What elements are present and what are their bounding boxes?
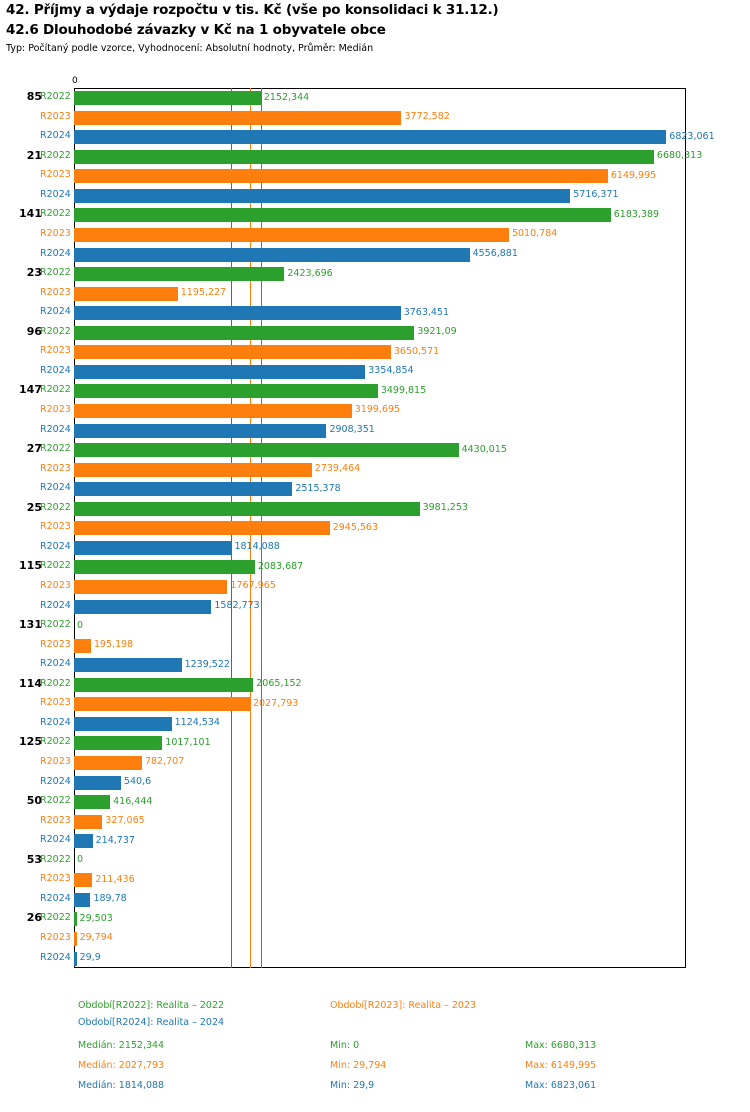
stat-min-2: Min: 29,794 [330,1060,387,1071]
stat-min-3: Min: 29,9 [330,1080,375,1091]
group-label: 21 [26,148,42,162]
bar-row[interactable] [40,792,686,812]
bar[interactable] [74,717,172,731]
bar-group [19,733,686,792]
bar-row[interactable] [40,538,686,558]
bar[interactable] [74,756,142,770]
stat-median-3: Medián: 1814,088 [78,1080,165,1091]
bar-value-label: 1582,773 [214,600,260,612]
bar-row[interactable] [40,636,686,656]
bar-value-label: 782,707 [144,756,185,768]
bar-value-label: 1239,522 [184,658,230,670]
bar-value-label: 2423,696 [287,267,333,279]
bar[interactable] [74,893,90,907]
bar-row[interactable] [40,264,686,284]
series-label: R2022 [40,384,71,396]
bar-value-label: 2515,378 [295,482,341,494]
stat-min-1: Min: 0 [330,1040,360,1051]
bar-group [26,851,686,910]
bar-row[interactable] [40,577,686,597]
series-label: R2022 [40,795,71,806]
bar-value-label: 3199,695 [354,404,401,416]
bar[interactable] [74,678,253,692]
bar-row[interactable] [40,440,686,460]
bar[interactable] [74,130,666,144]
bar-row[interactable] [40,88,686,108]
bar-row[interactable] [40,773,686,793]
chart-subtitle: Typ: Počítaný podle vzorce, Vyhodnocení: Absolutní hodnoty, Průměr: Medián [6,43,374,54]
bar-value-label: 4556,881 [472,248,518,260]
bar[interactable] [74,326,414,340]
bar-row[interactable] [40,303,686,323]
bar-value-label: 6680,313 [656,150,703,162]
bar-value-label: 214,737 [95,834,135,846]
series-label: R2024 [40,482,71,494]
bar[interactable] [74,463,312,477]
bar-value-label: 2065,152 [256,678,302,690]
bar[interactable] [74,443,459,457]
bar-value-label: 2908,351 [329,424,375,436]
bar[interactable] [74,91,261,105]
group-label: 27 [26,442,42,455]
bar-row[interactable] [40,499,686,519]
bar[interactable] [74,795,110,809]
bar-row[interactable] [40,342,686,362]
series-label: R2024 [40,364,71,376]
bar[interactable] [74,952,77,966]
bar-row[interactable] [40,401,686,421]
bar-value-label: 3499,815 [380,384,427,396]
bar-value-label: 195,198 [93,639,134,651]
bar-value-label: 211,436 [95,873,135,885]
bar-row[interactable] [40,851,686,871]
page-title: 42. Příjmy a výdaje rozpočtu v tis. Kč (vše po konsolidaci k 31.12.) [6,2,499,18]
bar[interactable] [74,248,470,262]
bar-value-label: 3772,582 [404,111,450,123]
legend-stats-row [0,1060,750,1080]
series-label: R2022 [40,501,71,513]
legend-series-2: Období[R2023]: Realita – 2023 [330,1000,477,1011]
series-label: R2024 [40,599,71,611]
bar[interactable] [74,697,250,711]
bar[interactable] [74,150,654,164]
bar[interactable] [74,169,608,183]
bar-row[interactable] [40,108,686,128]
bar-value-label: 1017,101 [165,736,211,748]
group-label: 53 [26,852,42,866]
bar-group [26,323,686,382]
series-label: R2024 [40,306,71,318]
series-label: R2023 [40,579,71,591]
bar-value-label: 3981,253 [422,502,468,514]
series-label: R2022 [40,91,71,102]
series-label: R2024 [40,716,71,728]
bar-row[interactable] [40,225,686,245]
bar[interactable] [74,384,378,398]
bar-value-label: 2152,344 [263,91,310,103]
bar-group [26,88,715,147]
bar[interactable] [74,560,255,574]
bar-group [26,909,686,968]
series-label: R2024 [40,658,71,670]
series-label: R2023 [40,873,71,885]
bar[interactable] [74,228,509,242]
bar-value-label: 3354,854 [368,365,414,377]
bar-value-label: 4430,015 [461,443,507,455]
series-label: R2023 [40,286,71,298]
stat-median-1: Medián: 2152,344 [78,1040,165,1051]
bar-group [26,440,686,499]
group-label: 50 [26,794,42,807]
bar-group [26,264,686,323]
stat-max-1: Max: 6680,313 [525,1040,597,1051]
bar[interactable] [74,365,365,379]
bar-row[interactable] [40,812,686,832]
bar-group [26,499,686,558]
series-label: R2022 [40,149,71,161]
bar-value-label: 0 [77,854,84,866]
series-label: R2023 [40,814,71,826]
bar-value-label: 1195,227 [180,287,227,299]
series-label: R2022 [40,619,71,630]
bar-row[interactable] [40,323,686,343]
plot-area [19,88,715,968]
bar-row[interactable] [40,909,686,929]
bar-value-label: 6823,061 [669,130,715,142]
legend-series-3: Období[R2024]: Realita – 2024 [78,1017,225,1028]
series-label: R2022 [40,677,71,689]
bar[interactable] [74,639,91,653]
bar-value-label: 1124,534 [174,717,220,729]
bar-row[interactable] [40,870,686,890]
series-label: R2022 [40,267,71,278]
bar[interactable] [74,482,292,496]
series-label: R2023 [40,931,71,943]
bar-value-label: 29,503 [79,912,113,924]
series-label: R2024 [40,892,71,904]
bar-value-label: 2083,687 [257,560,304,572]
bar-value-label: 3763,451 [403,306,450,318]
bar-group [26,147,703,206]
bar[interactable] [74,111,401,125]
bar-value-label: 540,6 [123,776,152,788]
group-label: 23 [26,266,42,279]
bar-value-label: 5716,371 [573,189,619,201]
stat-max-3: Max: 6823,061 [525,1080,597,1091]
group-label: 141 [19,207,42,221]
bar[interactable] [74,521,330,535]
series-label: R2022 [40,853,71,865]
series-label: R2024 [40,951,71,963]
bar-row[interactable] [40,186,686,206]
bar-row[interactable] [40,166,686,186]
bar-row[interactable] [40,147,703,167]
group-label: 131 [19,618,42,631]
bar-value-label: 327,065 [105,815,145,827]
bar-row[interactable] [40,557,686,577]
bar[interactable] [74,189,570,203]
bar-value-label: 6149,995 [610,169,657,181]
bar[interactable] [74,502,420,516]
bar-value-label: 6183,389 [613,208,660,220]
bar-row[interactable] [40,655,686,675]
series-label: R2023 [40,697,71,709]
stat-max-2: Max: 6149,995 [525,1060,597,1071]
series-label: R2022 [40,912,71,924]
group-label: 96 [26,324,42,338]
series-label: R2023 [40,403,71,415]
bar-row[interactable] [40,381,686,401]
bar[interactable] [74,912,77,926]
group-label: 25 [26,500,42,514]
bar-value-label: 1814,088 [234,541,280,553]
bar-row[interactable] [40,831,686,851]
group-label: 26 [26,911,42,925]
series-label: R2022 [40,325,71,337]
bar-row[interactable] [40,753,686,773]
bar-group [19,205,686,264]
series-label: R2024 [40,188,71,200]
bar-row[interactable] [40,127,715,147]
series-label: R2023 [40,755,71,767]
bar-row[interactable] [40,421,686,441]
bar-value-label: 3921,09 [417,326,457,338]
bar-row[interactable] [40,616,686,636]
bar[interactable] [74,736,162,750]
bar-row[interactable] [40,245,686,265]
bar[interactable] [74,424,326,438]
series-label: R2024 [40,247,71,259]
legend-row [0,1017,750,1034]
bar-group [19,616,686,675]
bar-group [19,675,686,734]
bar-row[interactable] [40,460,686,480]
bar-value-label: 29,9 [79,952,101,964]
series-label: R2022 [40,208,71,220]
bar[interactable] [74,873,92,887]
series-label: R2023 [40,227,71,239]
bar[interactable] [74,306,401,320]
series-label: R2023 [40,638,71,650]
bar-row[interactable] [40,205,686,225]
chart-legend [0,1000,750,1100]
bar-value-label: 2027,793 [253,697,299,709]
bar-row[interactable] [40,714,686,734]
legend-series-1: Období[R2022]: Realita – 2022 [78,1000,225,1011]
series-label: R2023 [40,462,71,474]
bar[interactable] [74,776,121,790]
series-label: R2024 [40,130,71,142]
bar-row[interactable] [40,890,686,910]
bar-value-label: 5010,784 [511,228,558,240]
bar-value-label: 2945,563 [332,521,379,533]
axis-zero-label: 0 [72,76,78,86]
series-label: R2024 [40,540,71,552]
series-label: R2022 [40,736,71,748]
group-label: 85 [26,90,42,103]
series-label: R2023 [40,110,71,122]
bar-row[interactable] [40,929,686,949]
bar-row[interactable] [40,362,686,382]
bar[interactable] [74,541,231,555]
group-label: 114 [19,676,42,690]
bar[interactable] [74,267,284,281]
group-label: 125 [19,735,42,749]
bar[interactable] [74,287,178,301]
bar-value-label: 189,78 [93,893,127,905]
bar[interactable] [74,658,182,672]
bar-row[interactable] [40,479,686,499]
legend-stats-row [0,1080,750,1100]
legend-row [0,1000,750,1017]
bar[interactable] [74,600,211,614]
bar-row[interactable] [40,675,686,695]
bar-value-label: 2739,464 [314,463,361,475]
bar-value-label: 1767,965 [230,580,276,592]
stat-median-2: Medián: 2027,793 [78,1060,165,1071]
series-label: R2024 [40,775,71,787]
bar[interactable] [74,345,391,359]
bar-row[interactable] [40,949,686,969]
bar[interactable] [74,208,611,222]
group-label: 115 [19,559,42,573]
bar[interactable] [74,932,77,946]
series-label: R2024 [40,423,71,435]
bar-group [26,792,686,851]
bar[interactable] [74,815,102,829]
bar-group [19,381,686,440]
bar-value-label: 3650,571 [393,345,440,357]
series-label: R2022 [40,443,71,454]
series-label: R2023 [40,521,71,533]
bar-row[interactable] [40,518,686,538]
bar-value-label: 29,794 [79,932,113,944]
bar-row[interactable] [40,694,686,714]
bar[interactable] [74,834,93,848]
bar-group [19,557,686,616]
bar-row[interactable] [40,733,686,753]
series-label: R2023 [40,345,71,357]
group-label: 147 [19,383,42,397]
legend-stats-row [0,1040,750,1060]
series-label: R2022 [40,560,71,572]
bar[interactable] [74,580,227,594]
series-label: R2023 [40,169,71,181]
bar-row[interactable] [40,597,686,617]
series-label: R2024 [40,834,71,846]
bar-value-label: 0 [77,619,84,631]
bar-value-label: 416,444 [113,795,153,807]
bar-row[interactable] [40,284,686,304]
chart-title: 42.6 Dlouhodobé závazky v Kč na 1 obyvatele obce [6,22,386,38]
bar[interactable] [74,404,352,418]
